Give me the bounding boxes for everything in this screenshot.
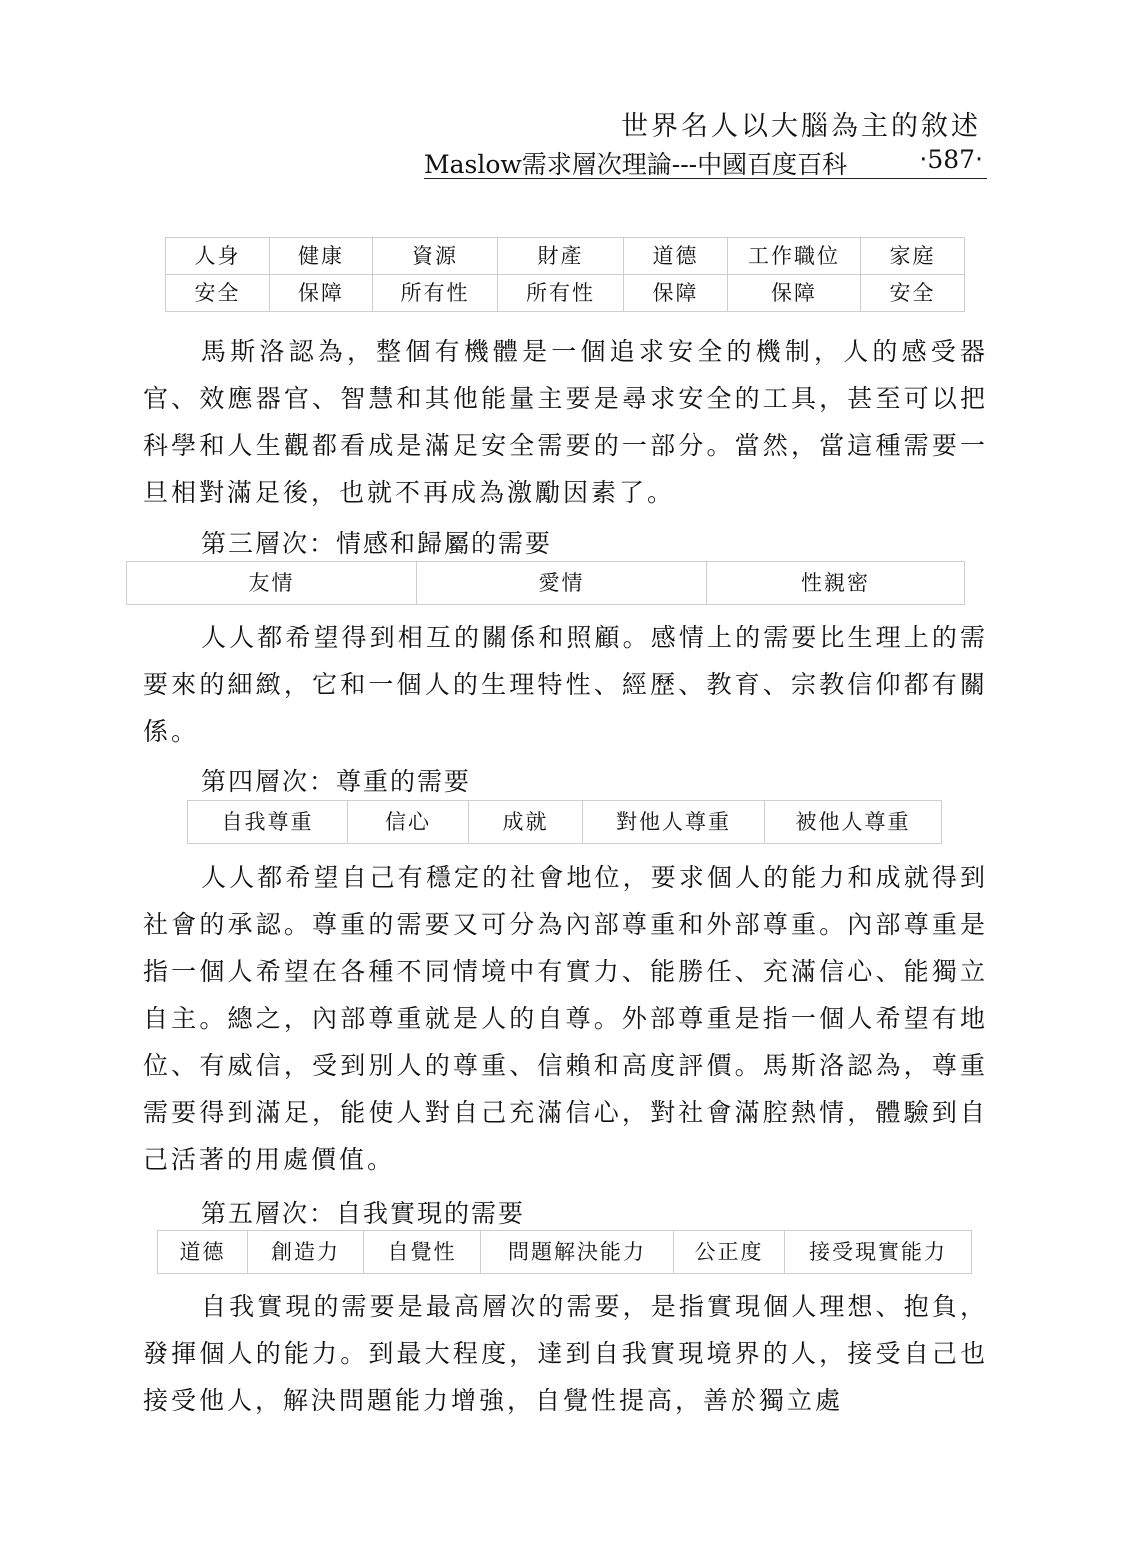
esteem-needs-table bbox=[187, 800, 942, 844]
header-title: 世界名人以大腦為主的敘述 bbox=[621, 111, 981, 142]
table-cell: 保障 bbox=[624, 275, 728, 312]
heading-level-5: 第五層次：自我實現的需要 bbox=[201, 1199, 526, 1228]
header-subtitle-line bbox=[424, 145, 987, 179]
table-cell: 安全 bbox=[861, 275, 965, 312]
table-cell: 所有性 bbox=[373, 275, 498, 312]
table-cell: 愛情 bbox=[417, 562, 707, 605]
table-cell: 性親密 bbox=[707, 562, 965, 605]
table-cell: 成就 bbox=[469, 801, 583, 844]
paragraph-safety: 馬斯洛認為，整個有機體是一個追求安全的機制，人的感受器官、效應器官、智慧和其他能量主要是尋求安全的工具，甚至可以把科學和人生觀都看成是滿足安全需要的一部分。當然，當這種需要一旦相對滿足後，也就不再成為激勵因素了。 bbox=[143, 337, 988, 507]
paragraph-esteem: 人人都希望自己有穩定的社會地位，要求個人的能力和成就得到社會的承認。尊重的需要又可分為內部尊重和外部尊重。內部尊重是指一個人希望在各種不同情境中有實力、能勝任、充滿信心、能獨立自主。總之，內部尊重就是人的自尊。外部尊重是指一個人希望有地位、有威信，受到別人的尊重、信賴和高度評價。馬斯洛認為，尊重需要得到滿足，能使人對自己充滿信心，對社會滿腔熱情，體驗到自己活著的用處價值。 bbox=[143, 863, 988, 1174]
heading-level-3: 第三層次：情感和歸屬的需要 bbox=[201, 529, 553, 558]
table-cell: 財產 bbox=[498, 238, 624, 275]
self-actualization-table bbox=[157, 1230, 972, 1274]
table-cell: 安全 bbox=[166, 275, 270, 312]
table-cell: 接受現實能力 bbox=[785, 1231, 972, 1274]
table-cell: 自我尊重 bbox=[188, 801, 348, 844]
table-cell: 道德 bbox=[624, 238, 728, 275]
table-cell: 被他人尊重 bbox=[765, 801, 942, 844]
table-cell: 資源 bbox=[373, 238, 498, 275]
table-cell: 對他人尊重 bbox=[583, 801, 765, 844]
paragraph-self-actualization: 自我實現的需要是最高層次的需要，是指實現個人理想、抱負，發揮個人的能力。到最大程度，達到自我實現境界的人，接受自己也接受他人，解決問題能力增強，自覺性提高，善於獨立處 bbox=[143, 1292, 988, 1415]
table-cell: 道德 bbox=[158, 1231, 248, 1274]
table-cell: 創造力 bbox=[248, 1231, 364, 1274]
table-cell: 保障 bbox=[728, 275, 861, 312]
table-cell: 所有性 bbox=[498, 275, 624, 312]
table-cell: 信心 bbox=[348, 801, 469, 844]
table-cell: 自覺性 bbox=[364, 1231, 481, 1274]
table-cell: 家庭 bbox=[861, 238, 965, 275]
table-cell: 友情 bbox=[127, 562, 417, 605]
table-cell: 健康 bbox=[270, 238, 373, 275]
table-cell: 工作職位 bbox=[728, 238, 861, 275]
header-subtitle: Maslow需求層次理論---中國百度百科 bbox=[424, 150, 848, 179]
page-number: ‧587‧ bbox=[919, 145, 983, 174]
love-needs-table bbox=[126, 561, 965, 605]
paragraph-love: 人人都希望得到相互的關係和照顧。感情上的需要比生理上的需要來的細緻，它和一個人的生理特性、經歷、教育、宗教信仰都有關係。 bbox=[143, 623, 988, 746]
table-cell: 問題解決能力 bbox=[481, 1231, 674, 1274]
table-cell: 保障 bbox=[270, 275, 373, 312]
table-cell: 公正度 bbox=[674, 1231, 785, 1274]
table-cell: 人身 bbox=[166, 238, 270, 275]
safety-needs-table bbox=[165, 237, 965, 312]
heading-level-4: 第四層次：尊重的需要 bbox=[201, 767, 472, 796]
